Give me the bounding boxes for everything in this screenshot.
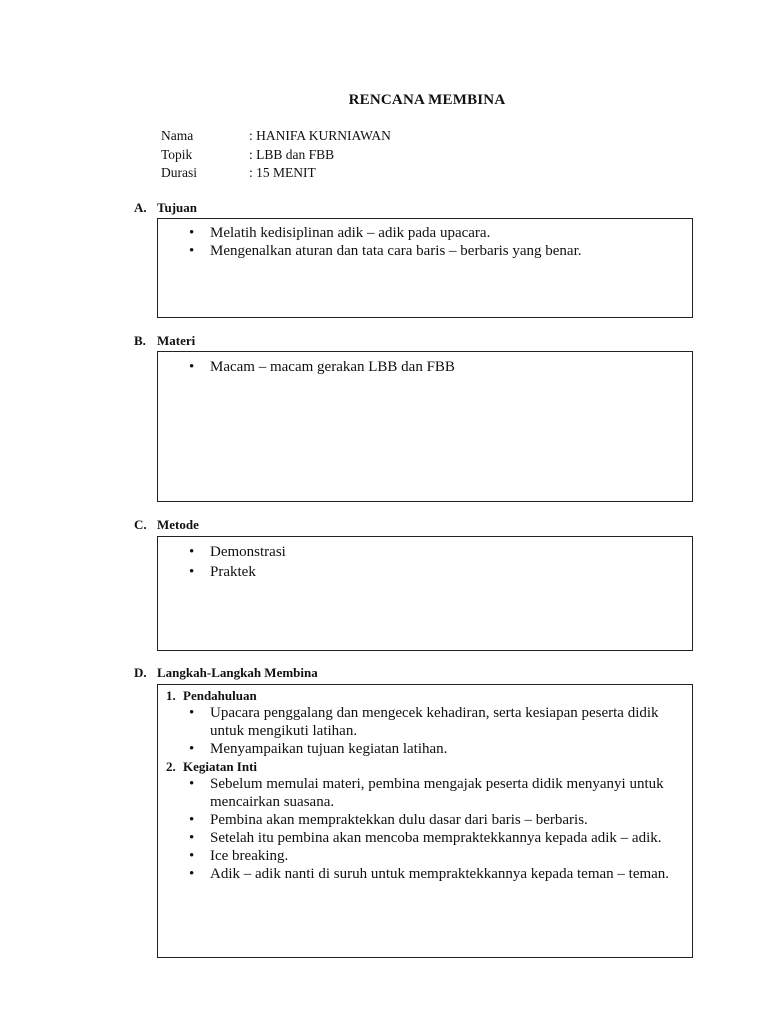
subsection-heading-kegiatan-inti — [158, 758, 692, 775]
bullet-list — [158, 542, 692, 582]
meta-value: : 15 MENIT — [249, 165, 316, 180]
meta-row-topik — [161, 147, 391, 166]
list-item-text: Menyampaikan tujuan kegiatan latihan. — [210, 741, 448, 757]
bullet-icon: • — [189, 225, 195, 241]
bullet-icon: • — [189, 776, 195, 792]
section-title: Tujuan — [157, 200, 197, 215]
meta-label: Durasi — [161, 165, 197, 180]
bullet-icon: • — [189, 359, 195, 375]
list-item — [158, 740, 692, 758]
section-title: Metode — [157, 517, 199, 532]
box-tujuan — [157, 218, 693, 318]
list-item — [158, 562, 692, 582]
list-item-text: Sebelum memulai materi, pembina mengajak peserta didik menyanyi untuk mencairkan suasana. — [210, 776, 664, 810]
bullet-list — [158, 704, 692, 758]
bullet-list — [158, 775, 692, 883]
bullet-icon: • — [189, 741, 195, 757]
subsection-number: 2. — [166, 759, 176, 774]
section-letter: B. — [134, 333, 146, 348]
meta-value: : HANIFA KURNIAWAN — [249, 128, 391, 143]
bullet-icon: • — [189, 243, 195, 259]
section-heading-tujuan — [134, 200, 197, 216]
list-item — [158, 829, 692, 847]
section-heading-metode — [134, 517, 199, 533]
meta-info — [161, 128, 391, 184]
bullet-icon: • — [189, 705, 195, 721]
bullet-icon: • — [189, 866, 195, 882]
list-item-text: Demonstrasi — [210, 544, 286, 560]
list-item — [158, 775, 692, 811]
bullet-icon: • — [189, 830, 195, 846]
subsection-number: 1. — [166, 688, 176, 703]
section-letter: A. — [134, 200, 147, 215]
list-item — [158, 865, 692, 883]
meta-label: Nama — [161, 128, 194, 143]
list-item — [158, 542, 692, 562]
subsection-heading-pendahuluan — [158, 687, 692, 704]
list-item — [158, 847, 692, 865]
list-item-text: Upacara penggalang dan mengecek kehadiran, serta kesiapan peserta didik untuk mengikuti latihan. — [210, 705, 659, 739]
box-langkah — [157, 684, 693, 958]
list-item — [158, 224, 692, 242]
list-item-text: Ice breaking. — [210, 848, 289, 864]
section-letter: C. — [134, 517, 147, 532]
box-materi — [157, 351, 693, 502]
list-item-text: Melatih kedisiplinan adik – adik pada upacara. — [210, 225, 491, 241]
bullet-icon: • — [189, 564, 195, 580]
bullet-list — [158, 224, 692, 260]
meta-row-nama — [161, 128, 391, 147]
section-heading-langkah — [134, 665, 318, 681]
subsection-title: Kegiatan Inti — [183, 759, 258, 774]
list-item-text: Adik – adik nanti di suruh untuk mempraktekkannya kepada teman – teman. — [210, 866, 670, 882]
list-item — [158, 242, 692, 260]
meta-label: Topik — [161, 146, 193, 162]
meta-row-durasi — [161, 165, 391, 184]
meta-value: : LBB dan FBB — [249, 146, 335, 162]
list-item-text: Praktek — [210, 564, 256, 580]
box-metode — [157, 536, 693, 651]
list-item — [158, 358, 692, 376]
list-item-text: Setelah itu pembina akan mencoba mempraktekkannya kepada adik – adik. — [210, 830, 662, 846]
list-item — [158, 811, 692, 829]
bullet-list — [158, 358, 692, 376]
list-item-text: Mengenalkan aturan dan tata cara baris – berbaris yang benar. — [210, 243, 582, 259]
bullet-icon: • — [189, 812, 195, 828]
section-letter: D. — [134, 665, 147, 680]
list-item-text: Pembina akan mempraktekkan dulu dasar dari baris – berbaris. — [210, 812, 588, 828]
section-title: Materi — [157, 333, 196, 348]
section-title: Langkah-Langkah Membina — [157, 665, 318, 680]
subsection-title: Pendahuluan — [183, 688, 257, 703]
list-item — [158, 704, 692, 740]
section-heading-materi — [134, 333, 195, 349]
list-item-text: Macam – macam gerakan LBB dan FBB — [210, 359, 455, 375]
page-title: RENCANA MEMBINA — [348, 92, 506, 108]
bullet-icon: • — [189, 544, 195, 560]
bullet-icon: • — [189, 848, 195, 864]
